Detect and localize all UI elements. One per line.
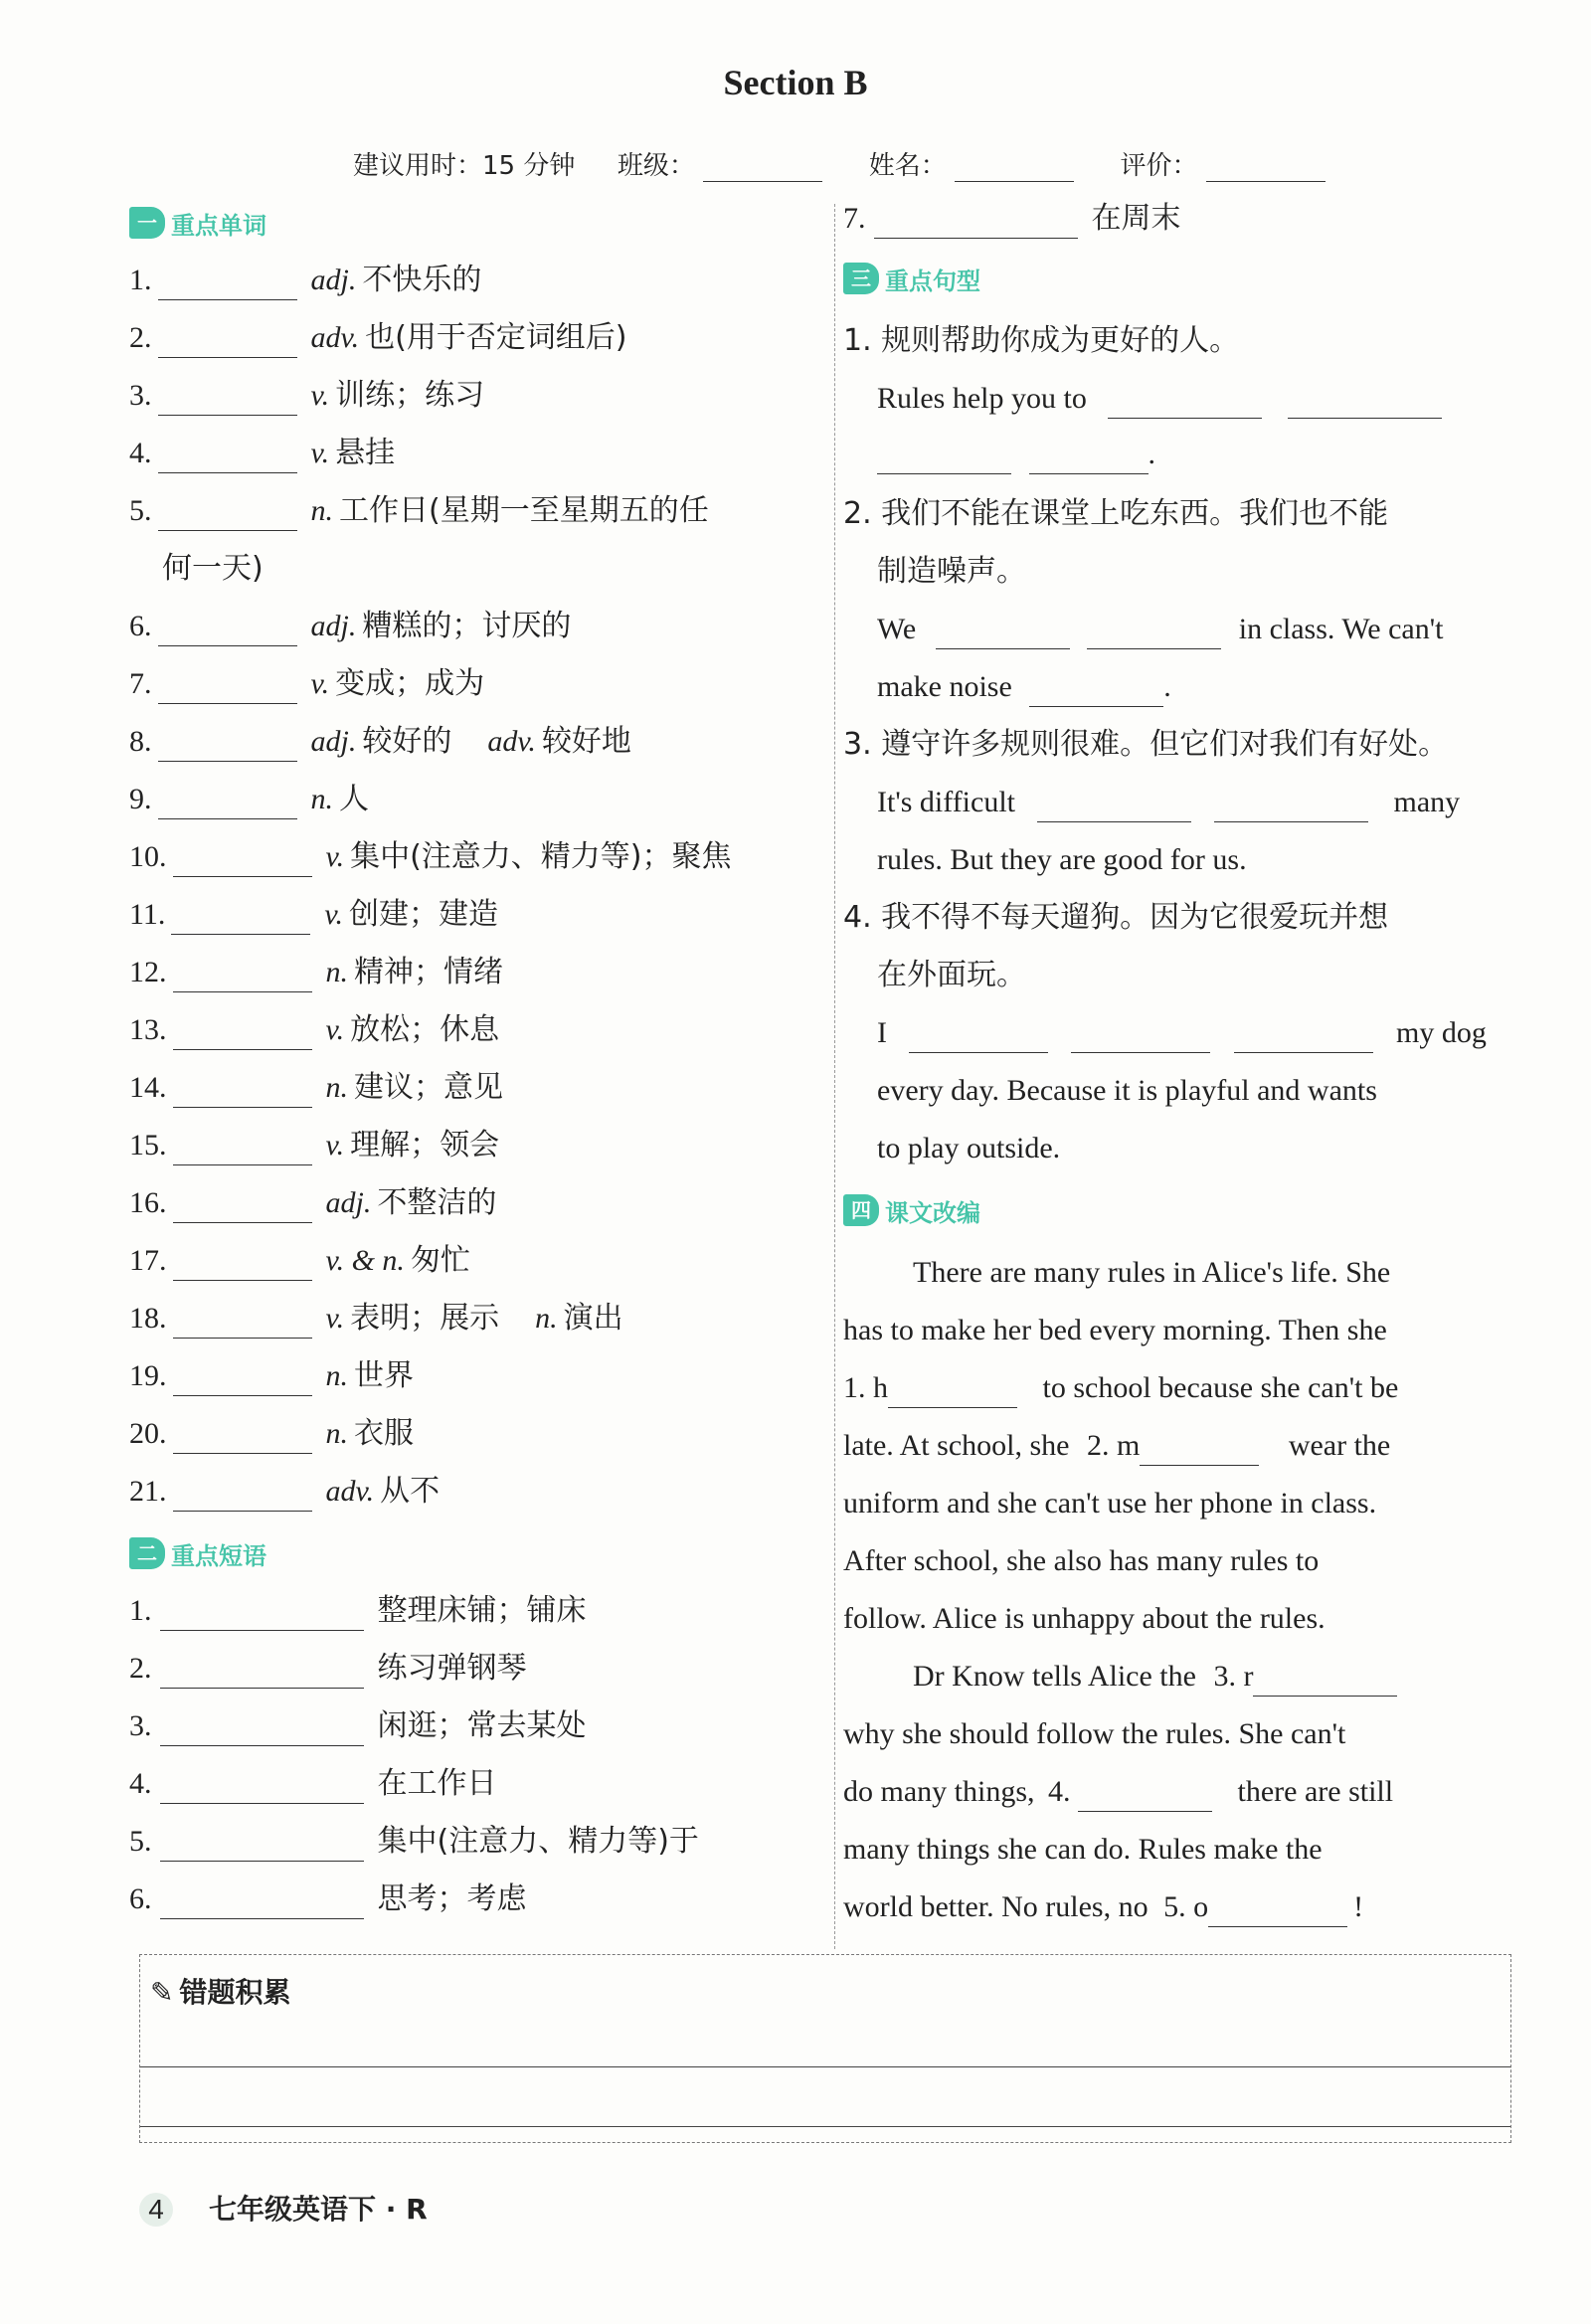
- word-meaning: 悬挂: [335, 436, 396, 470]
- sentence-4-chinese-cont: 在外面玩。: [877, 958, 1026, 992]
- item-number: 5.: [129, 494, 152, 527]
- part-of-speech: n.: [310, 783, 333, 815]
- part-of-speech: v.: [310, 437, 330, 469]
- part-of-speech: adv.: [487, 725, 536, 758]
- section-badge: 二: [129, 1537, 165, 1569]
- passage-text: world better. No rules, no: [843, 1890, 1149, 1923]
- mistakes-title: 错题积累: [179, 1976, 291, 2009]
- answer-blank[interactable]: [1288, 388, 1442, 419]
- sentence-2-english-cont: make noise .: [877, 667, 1171, 707]
- sentence-text: my dog: [1396, 1016, 1487, 1049]
- answer-blank[interactable]: [158, 731, 297, 762]
- word-meaning: 不快乐的: [362, 263, 482, 297]
- word-item: [129, 376, 484, 416]
- sentence-4-english-cont2: to play outside.: [877, 1132, 1061, 1164]
- word-item: [129, 434, 395, 473]
- passage-line: uniform and she can't use her phone in class.: [843, 1487, 1377, 1520]
- phrase-meaning: 思考；考虑: [377, 1881, 527, 1916]
- answer-blank[interactable]: [874, 208, 1078, 239]
- answer-blank[interactable]: [158, 673, 297, 704]
- section-passage-header: [843, 1192, 980, 1228]
- word-item: [129, 1414, 414, 1454]
- sentence-1-english-cont: .: [877, 435, 1155, 474]
- answer-blank[interactable]: [160, 1773, 364, 1804]
- sentence-4-english-cont: every day. Because it is playful and wants: [877, 1074, 1377, 1107]
- passage-line: [913, 1657, 1397, 1697]
- column-divider: [834, 204, 835, 1949]
- item-number: 2.: [129, 1652, 152, 1685]
- phrase-item: [843, 199, 1181, 239]
- book-title: 七年级英语下 · R: [209, 2193, 428, 2226]
- passage-text: Dr Know tells Alice the: [913, 1660, 1196, 1693]
- sentence-text: Rules help you to: [877, 382, 1087, 415]
- word-meaning: 演出: [563, 1301, 623, 1336]
- answer-blank[interactable]: [160, 1888, 364, 1919]
- phrase-meaning: 在工作日: [377, 1766, 497, 1801]
- sentence-text: I: [877, 1016, 887, 1049]
- word-meaning: 精神；情绪: [354, 955, 503, 989]
- phrase-meaning: 练习弹钢琴: [377, 1651, 527, 1686]
- blank-number: 3. r: [1213, 1660, 1254, 1693]
- word-meaning: 糟糕的；讨厌的: [362, 609, 572, 643]
- sentence-2-english: [877, 610, 1443, 649]
- part-of-speech: adv.: [325, 1475, 375, 1508]
- class-label: 班级：: [617, 151, 695, 181]
- item-number: 3.: [129, 1709, 152, 1742]
- word-meaning: 从不: [380, 1474, 441, 1509]
- passage-text: do many things,: [843, 1775, 1035, 1808]
- passage-line: many things she can do. Rules make the: [843, 1833, 1323, 1866]
- answer-blank[interactable]: [158, 327, 297, 358]
- class-field[interactable]: [703, 155, 822, 182]
- sentence-1-chinese: 1. 规则帮助你成为更好的人。: [843, 323, 1240, 358]
- word-meaning: 世界: [354, 1358, 414, 1393]
- sentence-3-english-cont: rules. But they are good for us.: [877, 843, 1247, 876]
- phrase-meaning: 整理床铺；铺床: [377, 1593, 587, 1628]
- word-item: [129, 722, 631, 762]
- word-meaning: 较好地: [541, 724, 631, 759]
- section-badge: 一: [129, 207, 165, 239]
- passage-text: late. At school, she: [843, 1429, 1070, 1462]
- part-of-speech: v.: [324, 898, 343, 931]
- word-item: [129, 1472, 440, 1512]
- answer-blank[interactable]: [1234, 1022, 1373, 1053]
- word-item: [129, 1356, 414, 1396]
- sentence-2-chinese-cont: 制造噪声。: [877, 554, 1026, 589]
- word-meaning: 建议；意见: [354, 1070, 503, 1105]
- word-meaning-cont: 何一天): [162, 551, 264, 586]
- answer-blank[interactable]: [1037, 792, 1191, 822]
- answer-blank[interactable]: [1253, 1666, 1397, 1697]
- passage-line: There are many rules in Alice's life. She: [913, 1256, 1391, 1289]
- item-number: 14.: [129, 1071, 167, 1104]
- part-of-speech: n.: [325, 1359, 348, 1392]
- word-meaning: 人: [339, 782, 369, 816]
- passage-line: why she should follow the rules. She can't: [843, 1717, 1346, 1750]
- answer-blank[interactable]: [877, 444, 1011, 474]
- time-label: 建议用时：15 分钟: [353, 151, 576, 181]
- blank-number: 4.: [1048, 1775, 1071, 1808]
- word-item: [129, 491, 709, 531]
- blank-number: 5. o: [1163, 1890, 1209, 1923]
- phrase-meaning: 在周末: [1091, 201, 1181, 236]
- answer-blank[interactable]: [160, 1600, 364, 1631]
- item-number: 1.: [129, 1594, 152, 1627]
- phrase-item: [129, 1879, 527, 1919]
- mistakes-header: [150, 1971, 290, 2011]
- item-number: 6.: [129, 1882, 152, 1915]
- part-of-speech: adj.: [310, 725, 357, 758]
- item-number: 11.: [129, 898, 166, 931]
- item-number: 8.: [129, 725, 152, 758]
- word-meaning: 创建；建造: [348, 897, 498, 932]
- answer-blank[interactable]: [1029, 444, 1149, 474]
- item-number: 4.: [129, 1767, 152, 1800]
- item-number: 6.: [129, 610, 152, 642]
- answer-blank[interactable]: [158, 443, 297, 473]
- answer-blank[interactable]: [160, 1715, 364, 1746]
- section-phrases-header: [129, 1535, 266, 1571]
- writing-line[interactable]: [140, 2126, 1510, 2127]
- mistakes-box: [139, 1954, 1511, 2143]
- name-field[interactable]: [955, 155, 1074, 182]
- answer-blank[interactable]: [1071, 1022, 1210, 1053]
- part-of-speech: v.: [325, 1013, 345, 1046]
- part-of-speech: adj.: [325, 1186, 372, 1219]
- sentence-text: make noise: [877, 670, 1012, 703]
- answer-blank[interactable]: [158, 616, 297, 646]
- item-number: 9.: [129, 783, 152, 815]
- phrase-meaning: 闲逛；常去某处: [377, 1708, 587, 1743]
- part-of-speech: n.: [325, 1071, 348, 1104]
- item-number: 7.: [129, 667, 152, 700]
- answer-blank[interactable]: [173, 1135, 312, 1165]
- phrase-item: [129, 1822, 699, 1862]
- passage-line: [843, 1426, 1390, 1466]
- sentence-3-english: [877, 783, 1460, 822]
- part-of-speech: n.: [325, 956, 348, 988]
- word-item: [129, 1299, 623, 1339]
- part-of-speech: adv.: [310, 321, 360, 354]
- passage-line: [843, 1368, 1398, 1408]
- part-of-speech: v. & n.: [325, 1244, 405, 1277]
- answer-blank[interactable]: [1108, 388, 1262, 419]
- item-number: 13.: [129, 1013, 167, 1046]
- item-number: 7.: [843, 202, 866, 235]
- answer-blank[interactable]: [173, 1423, 312, 1454]
- item-number: 1.: [129, 264, 152, 296]
- answer-blank[interactable]: [173, 962, 312, 992]
- answer-blank[interactable]: [1214, 792, 1368, 822]
- part-of-speech: n.: [310, 494, 333, 527]
- passage-text: there are still: [1237, 1775, 1394, 1808]
- item-number: 4.: [129, 437, 152, 469]
- item-number: 17.: [129, 1244, 167, 1277]
- word-meaning: 集中(注意力、精力等)；聚焦: [350, 839, 732, 874]
- word-item: [129, 1010, 499, 1050]
- item-number: 20.: [129, 1417, 167, 1450]
- passage-text: to school because she can't be: [1042, 1371, 1399, 1404]
- sentence-text: many: [1393, 786, 1461, 818]
- answer-blank[interactable]: [160, 1831, 364, 1862]
- passage-line: [843, 1887, 1363, 1927]
- word-meaning: 放松；休息: [350, 1012, 500, 1047]
- answer-blank[interactable]: [158, 500, 297, 531]
- passage-line: After school, she also has many rules to: [843, 1544, 1320, 1577]
- sentence-2-chinese: 2. 我们不能在课堂上吃东西。我们也不能: [843, 496, 1389, 531]
- passage-text: wear the: [1288, 1429, 1391, 1462]
- word-item: [129, 953, 503, 992]
- answer-blank[interactable]: [173, 846, 312, 877]
- word-meaning: 变成；成为: [335, 666, 485, 701]
- word-item: [129, 318, 627, 358]
- passage-line: has to make her bed every morning. Then she: [843, 1314, 1387, 1346]
- answer-blank[interactable]: [160, 1658, 364, 1689]
- answer-blank[interactable]: [173, 1019, 312, 1050]
- answer-blank[interactable]: [173, 1250, 312, 1281]
- sentence-1-english: [877, 379, 1442, 419]
- item-number: 16.: [129, 1186, 167, 1219]
- item-number: 2.: [129, 321, 152, 354]
- phrase-item: [129, 1764, 497, 1804]
- word-item: [129, 780, 369, 819]
- word-meaning: 也(用于否定词组后): [365, 320, 627, 355]
- section-sentences-header: [843, 261, 980, 296]
- passage-line: follow. Alice is unhappy about the rules.: [843, 1602, 1326, 1635]
- sentence-text: in class. We can't: [1238, 613, 1444, 645]
- page-number: 4: [139, 2193, 173, 2227]
- item-number: 5.: [129, 1825, 152, 1858]
- answer-blank[interactable]: [158, 789, 297, 819]
- item-number: 19.: [129, 1359, 167, 1392]
- section-title: 重点短语: [171, 1541, 266, 1570]
- phrase-meaning: 集中(注意力、精力等)于: [377, 1824, 699, 1859]
- answer-blank[interactable]: [158, 385, 297, 416]
- name-label: 姓名：: [868, 151, 947, 181]
- phrase-item: [129, 1591, 587, 1631]
- answer-blank[interactable]: [173, 1481, 312, 1512]
- word-meaning: 工作日(星期一至星期五的任: [339, 493, 709, 528]
- part-of-speech: v.: [325, 1129, 345, 1162]
- section-badge: 三: [843, 263, 879, 294]
- section-title: 重点单词: [171, 211, 266, 240]
- section-title: 重点句型: [885, 267, 980, 295]
- sentence-4-english: [877, 1013, 1487, 1053]
- word-item: [129, 607, 571, 646]
- answer-blank[interactable]: [158, 269, 297, 300]
- word-meaning: 理解；领会: [350, 1128, 500, 1162]
- answer-blank[interactable]: [173, 1308, 312, 1339]
- part-of-speech: v.: [325, 1302, 345, 1335]
- item-number: 3.: [129, 379, 152, 412]
- answer-blank[interactable]: [173, 1192, 312, 1223]
- word-item: [129, 1068, 503, 1108]
- sentence-text: It's difficult: [877, 786, 1015, 818]
- word-item: [129, 664, 484, 704]
- part-of-speech: n.: [325, 1417, 348, 1450]
- score-field[interactable]: [1206, 155, 1326, 182]
- phrase-item: [129, 1649, 527, 1689]
- part-of-speech: n.: [535, 1302, 558, 1335]
- answer-blank[interactable]: [171, 904, 310, 935]
- pen-icon: ✎: [150, 1976, 174, 2009]
- section-badge: 四: [843, 1194, 879, 1226]
- passage-line: [843, 1772, 1393, 1812]
- word-meaning: 匆忙: [410, 1243, 470, 1278]
- passage-text: !: [1353, 1890, 1364, 1923]
- answer-blank[interactable]: [888, 1377, 1017, 1408]
- part-of-speech: adj.: [310, 610, 357, 642]
- section-words-header: [129, 205, 266, 241]
- phrase-item: [129, 1706, 587, 1746]
- part-of-speech: v.: [310, 379, 330, 412]
- part-of-speech: v.: [310, 667, 330, 700]
- word-item: [129, 895, 498, 935]
- item-number: 18.: [129, 1302, 167, 1335]
- item-number: 12.: [129, 956, 167, 988]
- word-meaning: 不整洁的: [377, 1185, 497, 1220]
- writing-line[interactable]: [140, 2066, 1510, 2067]
- sentence-3-chinese: 3. 遵守许多规则很难。但它们对我们有好处。: [843, 727, 1449, 762]
- word-item: [129, 1126, 499, 1165]
- word-item: [129, 837, 732, 877]
- answer-blank[interactable]: [1087, 619, 1221, 649]
- sentence-4-chinese: 4. 我不得不每天遛狗。因为它很爱玩并想: [843, 900, 1389, 935]
- part-of-speech: v.: [325, 840, 345, 873]
- answer-blank[interactable]: [173, 1365, 312, 1396]
- answer-blank[interactable]: [936, 619, 1070, 649]
- item-number: 10.: [129, 840, 167, 873]
- blank-number: 1. h: [843, 1371, 888, 1404]
- word-item: [129, 261, 481, 300]
- word-meaning: 较好的: [362, 724, 452, 759]
- word-item: [129, 1241, 470, 1281]
- answer-blank[interactable]: [1208, 1896, 1347, 1927]
- answer-blank[interactable]: [1078, 1781, 1212, 1812]
- word-meaning: 衣服: [354, 1416, 414, 1451]
- answer-blank[interactable]: [1029, 676, 1163, 707]
- section-title: 课文改编: [885, 1198, 980, 1227]
- score-label: 评价：: [1120, 151, 1198, 181]
- sentence-text: We: [877, 613, 917, 645]
- blank-number: 2. m: [1086, 1429, 1141, 1462]
- answer-blank[interactable]: [173, 1077, 312, 1108]
- page-title: Section B: [723, 63, 868, 102]
- item-number: 21.: [129, 1475, 167, 1508]
- answer-blank[interactable]: [1140, 1435, 1259, 1466]
- word-meaning: 表明；展示: [350, 1301, 500, 1336]
- info-bar: [353, 145, 1326, 182]
- item-number: 15.: [129, 1129, 167, 1162]
- word-meaning: 训练；练习: [335, 378, 485, 413]
- part-of-speech: adj.: [310, 264, 357, 296]
- answer-blank[interactable]: [909, 1022, 1048, 1053]
- page-footer: [139, 2188, 428, 2228]
- word-item: [129, 1183, 496, 1223]
